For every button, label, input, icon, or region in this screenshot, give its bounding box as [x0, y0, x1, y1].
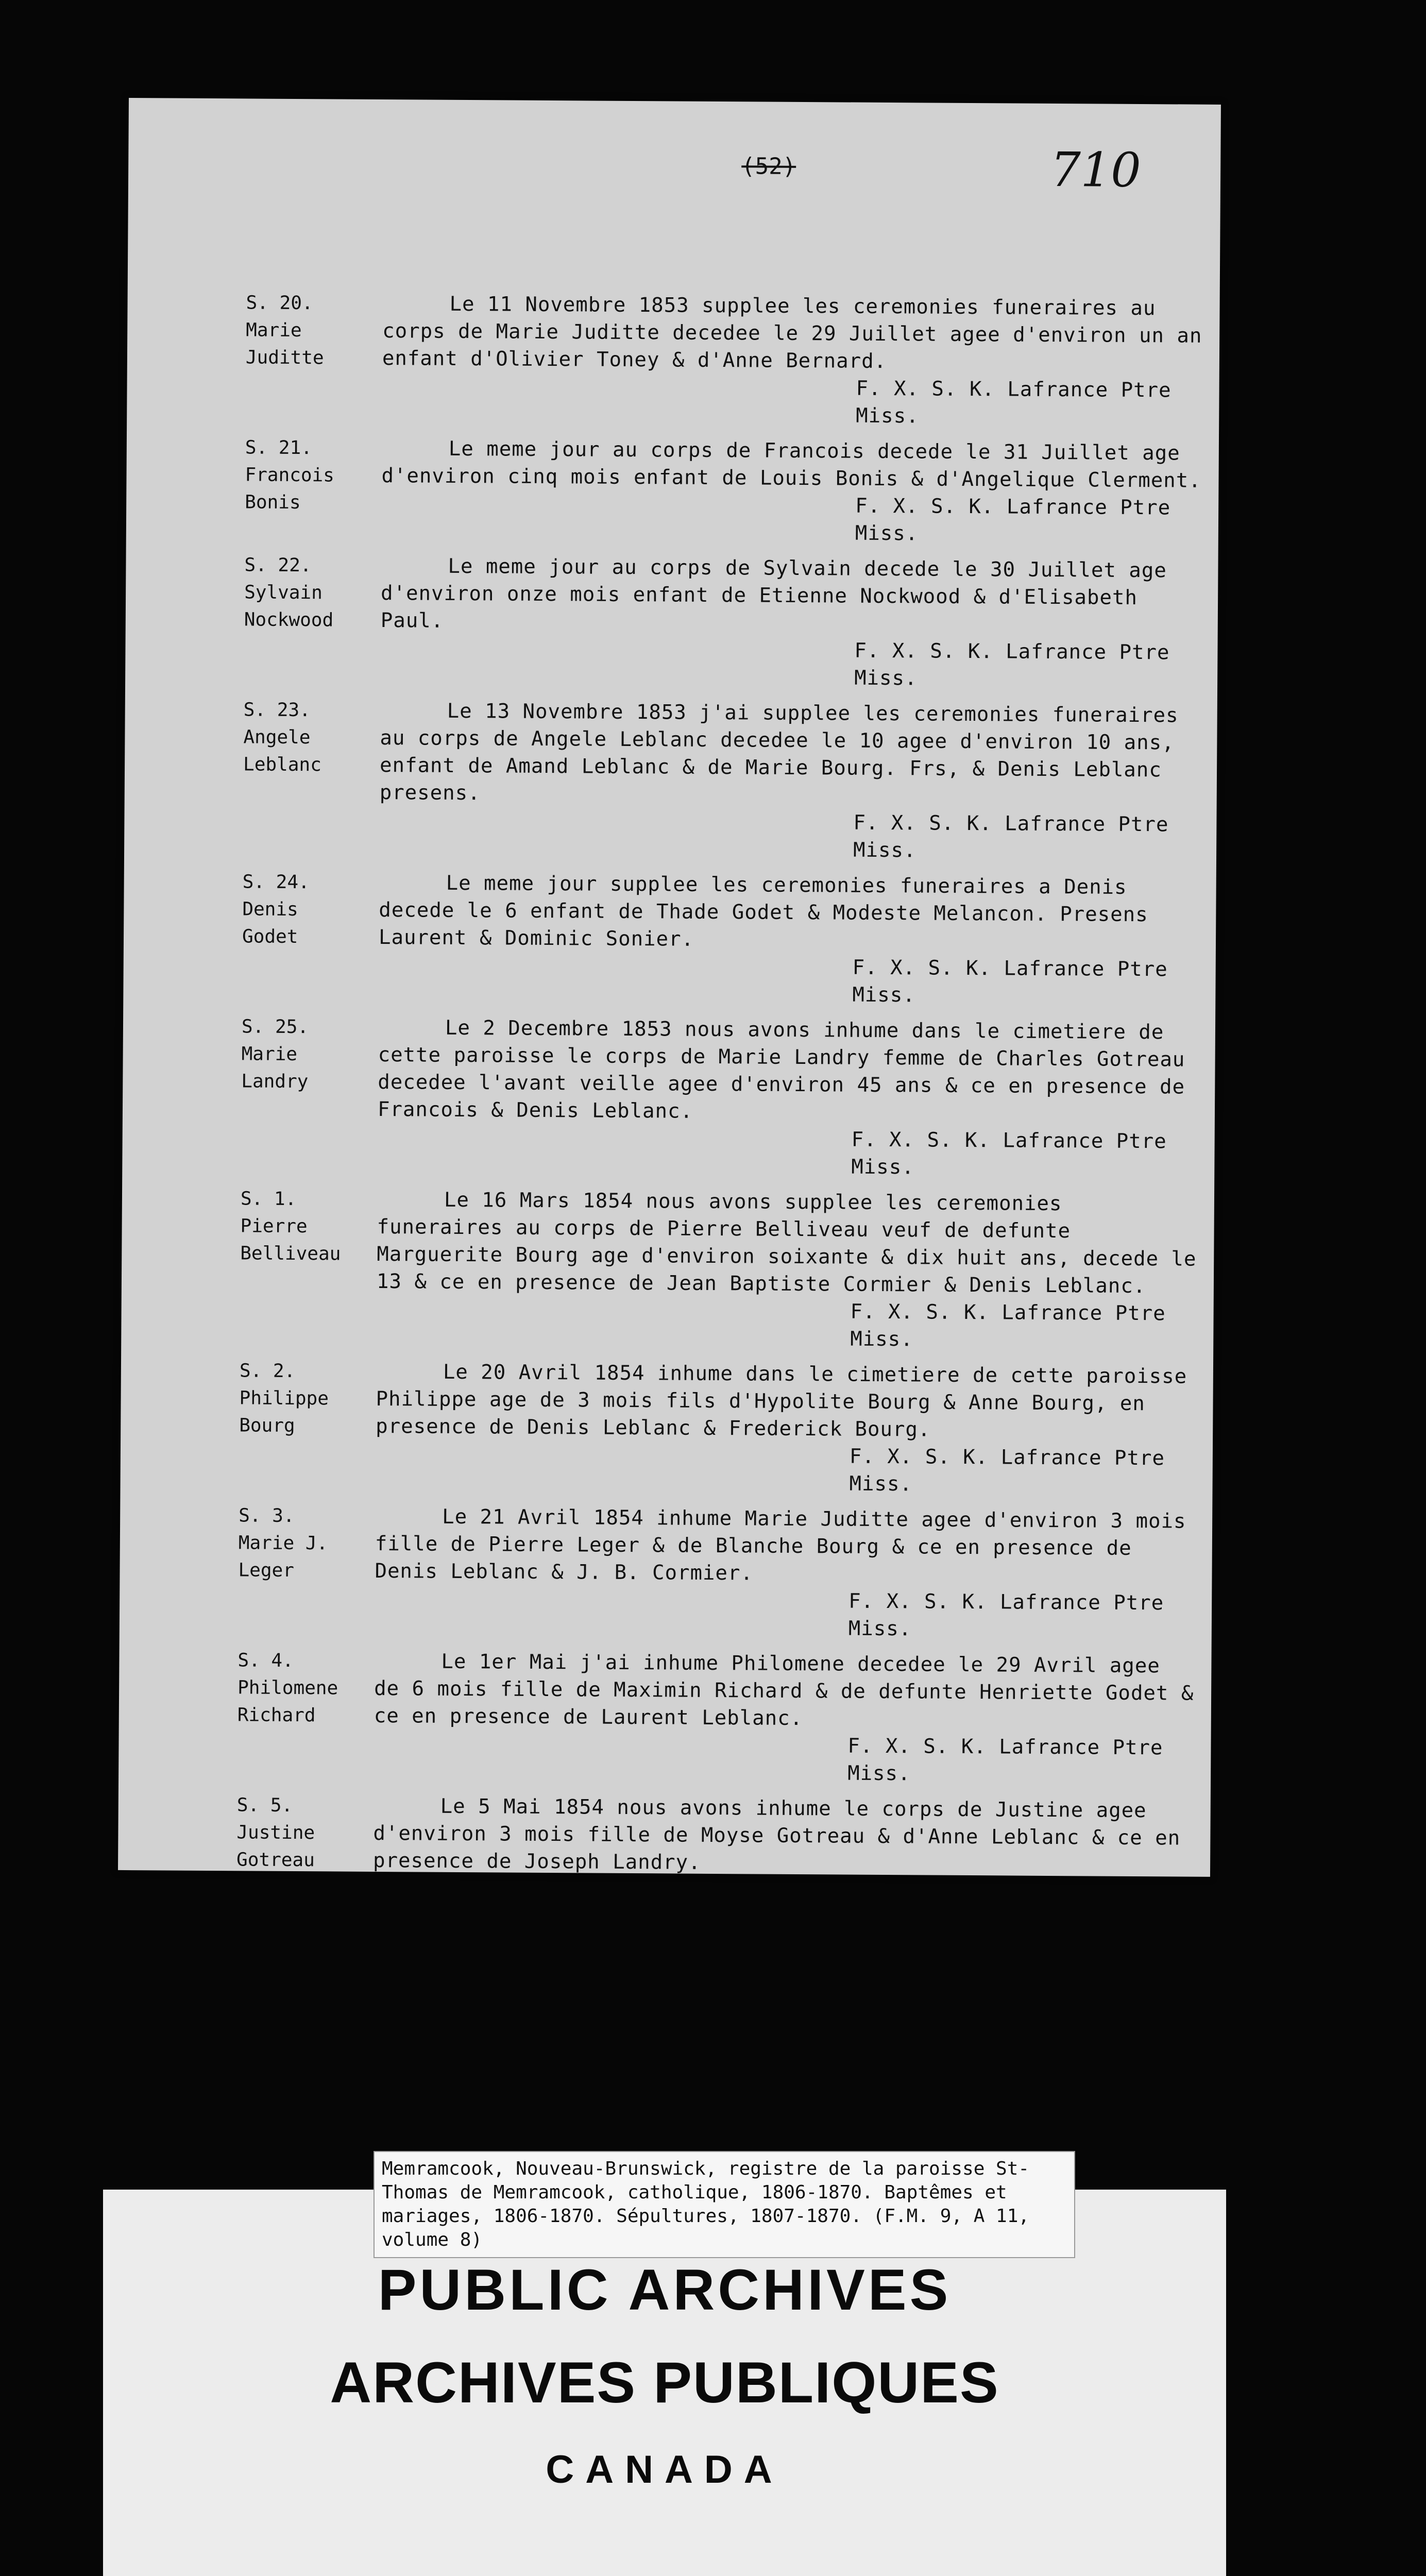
- entry-text: Le 21 Avril 1854 inhume Marie Juditte agee d'environ 3 mois fille de Pierre Leger & de Blanche Bourg & ce en presence de Denis Leblanc & J. B. Cormier.: [375, 1505, 1186, 1585]
- entry-text: Le 11 Novembre 1853 supplee les ceremonies funeraires au corps de Marie Juditte decedee le 29 Juillet agee d'environ un an enfant d'Olivier Toney & d'Anne Bernard.: [382, 292, 1202, 373]
- entry-margin-note: S. 23. Angele Leblanc: [243, 699, 321, 776]
- entry-text: Le 2 Decembre 1853 nous avons inhume dans le cimetiere de cette paroisse le corps de Marie Landry femme de Charles Gotreau decedee l'avant veille agee d'environ 45 ans & ce en presence de Francois & Denis Leblanc.: [377, 1016, 1185, 1123]
- entry-margin-note: S. 5. Justine Gotreau: [236, 1794, 315, 1871]
- register-entry: [236, 1791, 1195, 1877]
- entry-margin-note: S. 25. Marie Landry: [241, 1016, 309, 1093]
- entry-text: Le 1er Mai j'ai inhume Philomene decedee le 29 Avril agee de 6 mois fille de Maximin Richard & de defunte Henriette Godet & ce en presence de Laurent Leblanc.: [374, 1650, 1194, 1731]
- entry-margin-note: S. 4. Philomene Richard: [237, 1650, 338, 1726]
- entry-signature: F. X. S. K. Lafrance Ptre Miss.: [851, 1128, 1167, 1179]
- register-page: [118, 98, 1221, 1877]
- entry-body: [382, 290, 1204, 432]
- entry-body: [375, 1358, 1198, 1500]
- burial-entries: [233, 289, 1204, 1876]
- entry-signature: F. X. S. K. Lafrance Ptre Miss.: [854, 639, 1170, 690]
- entry-margin-note: S. 1. Pierre Belliveau: [240, 1188, 341, 1265]
- entry-signature: F. X. S. K. Lafrance Ptre Miss.: [855, 494, 1171, 546]
- entry-text: Le 5 Mai 1854 nous avons inhume le corps de Justine agee d'environ 3 mois fille de Moyse Gotreau & d'Anne Leblanc & ce en presence de Joseph Landry.: [372, 1794, 1181, 1874]
- entry-body: [377, 1014, 1200, 1183]
- register-entry: [243, 696, 1202, 866]
- entry-body: [375, 1503, 1197, 1645]
- archive-line-archives-publiques: ARCHIVES PUBLIQUES: [330, 2350, 999, 2415]
- entry-signature: F. X. S. K. Lafrance Ptre Miss.: [847, 1734, 1163, 1786]
- entry-signature: F. X. S. K. Lafrance Ptre Miss.: [853, 811, 1169, 862]
- entry-text: Le 16 Mars 1854 nous avons supplee les ceremonies funeraires au corps de Pierre Belliveau veuf de defunte Marguerite Bourg age d'environ soixante & dix huit ans, decede le 13 & ce en presence de Jean Baptiste Cormier & Denis Leblanc.: [376, 1188, 1197, 1298]
- entry-signature: F. X. S. K. Lafrance Ptre Miss.: [852, 956, 1168, 1007]
- entry-text: Le meme jour au corps de Francois decede le 31 Juillet age d'environ cinq mois enfant de Louis Bonis & d'Angelique Clerment.: [381, 437, 1201, 493]
- register-entry: [237, 1647, 1196, 1789]
- entry-body: [381, 435, 1203, 549]
- archive-line-canada: CANADA: [546, 2448, 784, 2492]
- entry-text: Le meme jour supplee les ceremonies funeraires a Denis decede le 6 enfant de Thade Godet & Modeste Melancon. Presens Laurent & Dominic Sonier.: [378, 871, 1148, 951]
- entry-body: [379, 697, 1202, 866]
- entry-body: [372, 1792, 1195, 1877]
- register-entry: [245, 289, 1204, 431]
- entry-margin-note: S. 22. Sylvain Nockwood: [244, 554, 334, 631]
- entry-signature: F. X. S. K. Lafrance Ptre Miss.: [856, 377, 1172, 428]
- entry-body: [376, 1186, 1199, 1355]
- register-entry: [242, 868, 1201, 1010]
- entry-margin-note: S. 2. Philippe Bourg: [239, 1360, 329, 1437]
- register-entry: [239, 1357, 1198, 1499]
- archive-label: Memramcook, Nouveau-Brunswick, registre de la paroisse St-Thomas de Memramcook, catholique, 1806-1870. Baptêmes et mariages, 1806-1870. Sépultures, 1807-1870. (F.M. 9, A 11, volume 8): [374, 2151, 1075, 2258]
- archive-line-public-archives: PUBLIC ARCHIVES: [378, 2258, 952, 2322]
- register-entry: [245, 434, 1203, 549]
- entry-signature: F. X. S. K. Lafrance Ptre Miss.: [848, 1589, 1164, 1641]
- entry-margin-note: S. 20. Marie Juditte: [245, 292, 324, 369]
- entry-margin-note: S. 21. Francois Bonis: [245, 437, 335, 514]
- entry-signature: F. X. S. K. Lafrance Ptre Miss.: [850, 1300, 1166, 1351]
- entry-text: Le meme jour au corps de Sylvain decede le 30 Juillet age d'environ onze mois enfant de Etienne Nockwood & d'Elisabeth Paul.: [380, 554, 1167, 633]
- register-entry: [244, 551, 1203, 693]
- old-folio-number: (52): [741, 153, 796, 180]
- register-entry: [238, 1502, 1197, 1644]
- register-entry: [241, 1013, 1200, 1182]
- entry-body: [378, 869, 1201, 1011]
- entry-body: [380, 552, 1203, 694]
- entry-text: Le 13 Novembre 1853 j'ai supplee les ceremonies funeraires au corps de Angele Leblanc decedee le 10 agee d'environ 10 ans, enfant de Amand Leblanc & de Marie Bourg. Frs, & Denis Leblanc presens.: [379, 699, 1179, 805]
- entry-margin-note: S. 3. Marie J. Leger: [238, 1505, 328, 1582]
- handwritten-folio-number: 710: [1050, 142, 1142, 198]
- entry-signature: F. X. S. K. Lafrance Ptre Miss.: [849, 1445, 1165, 1496]
- entry-margin-note: S. 24. Denis Godet: [242, 871, 310, 948]
- register-entry: [240, 1185, 1199, 1354]
- entry-body: [374, 1648, 1196, 1789]
- entry-text: Le 20 Avril 1854 inhume dans le cimetiere de cette paroisse Philippe age de 3 mois fils d'Hypolite Bourg & Anne Bourg, en presence de Denis Leblanc & Frederick Bourg.: [376, 1360, 1187, 1442]
